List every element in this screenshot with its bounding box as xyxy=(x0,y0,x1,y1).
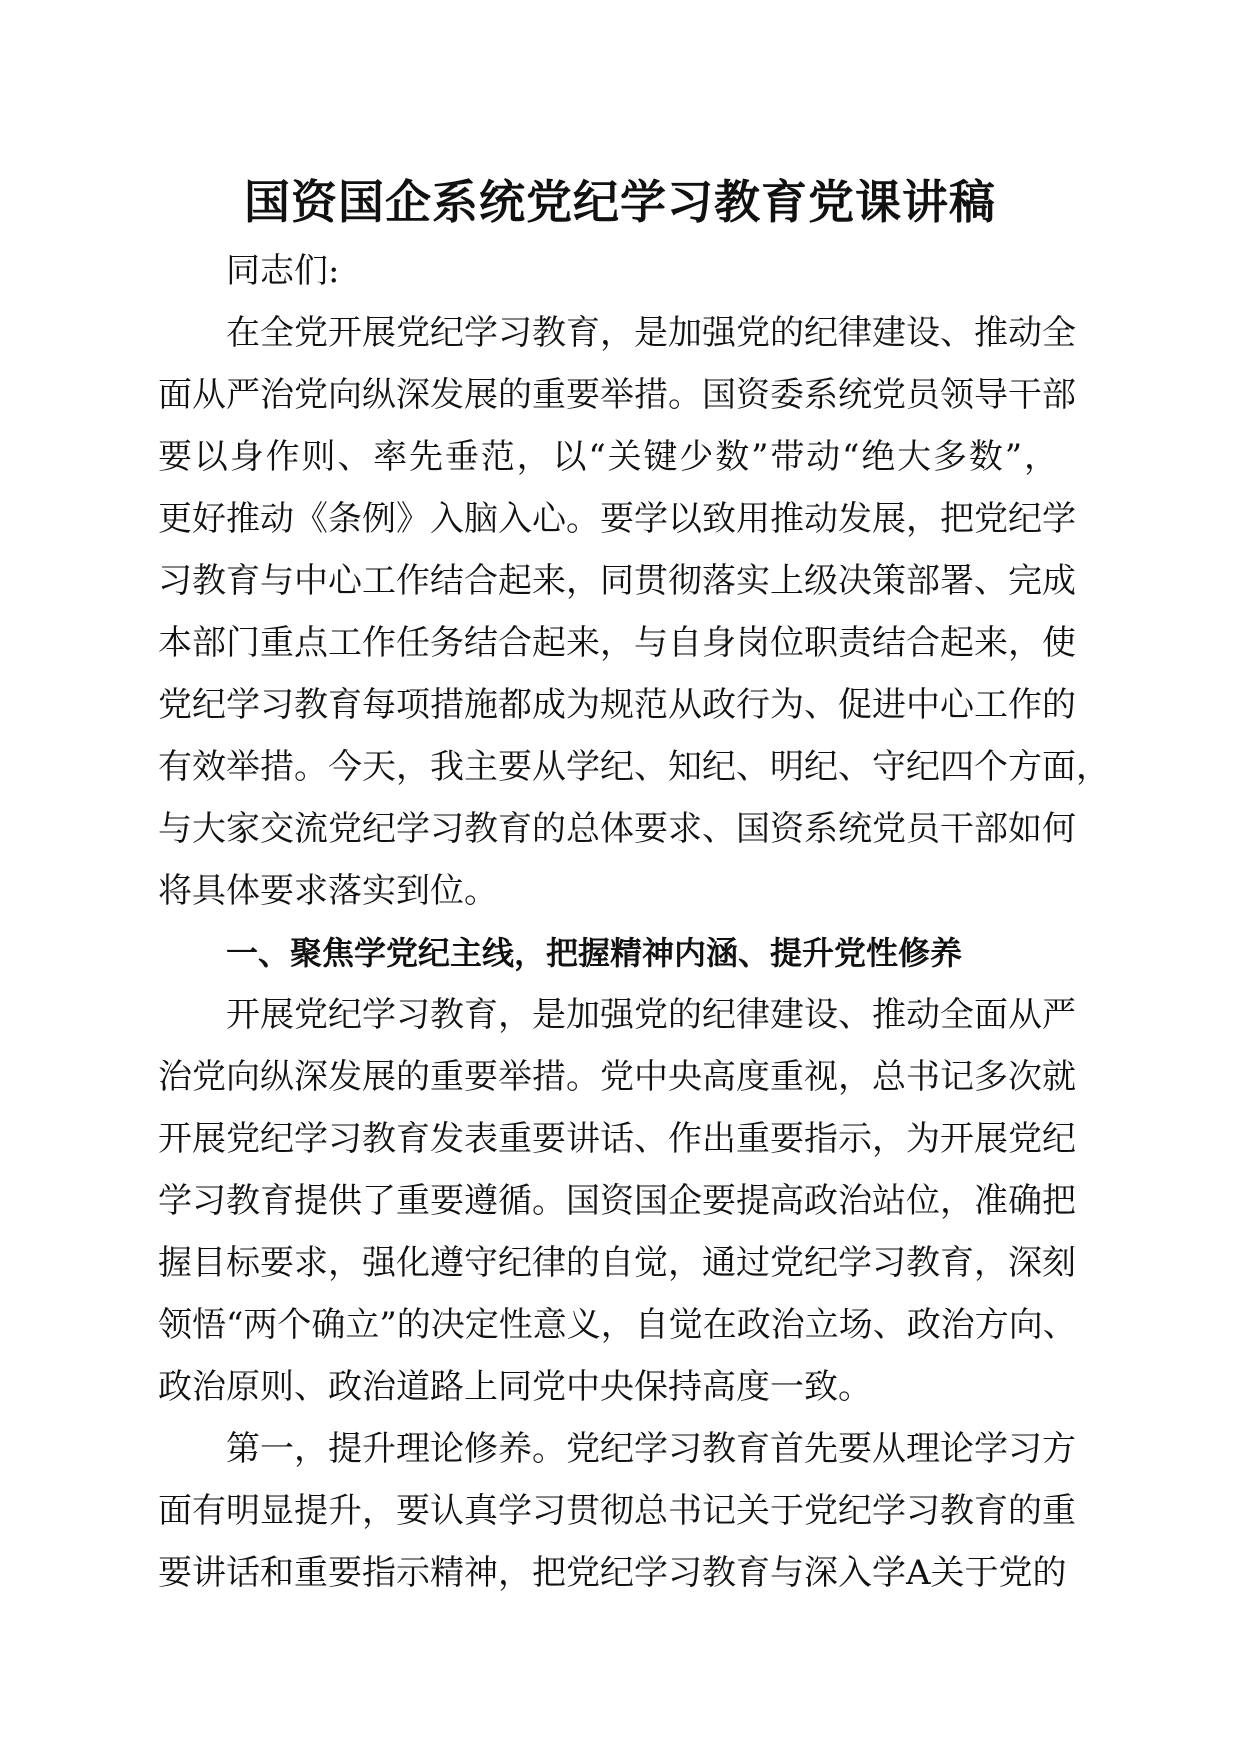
paragraph-line: 有效举措。今天，我主要从学纪、知纪、明纪、守纪四个方面， xyxy=(158,747,1110,787)
salutation: 同志们: xyxy=(226,251,340,291)
paragraph-line: 面有明显提升，要认真学习贯彻总书记关于党纪学习教育的重 xyxy=(158,1491,1076,1531)
paragraph-line: 要以身作则、率先垂范，以“关键少数”带动“绝大多数”， xyxy=(158,437,1058,477)
section-heading: 一、聚焦学党纪主线，把握精神内涵、提升党性修养 xyxy=(226,934,963,972)
paragraph-line: 面从严治党向纵深发展的重要举措。国资委系统党员领导干部 xyxy=(158,375,1076,415)
paragraph-line: 在全党开展党纪学习教育，是加强党的纪律建设、推动全 xyxy=(226,313,1076,353)
paragraph-line: 更好推动《条例》入脑入心。要学以致用推动发展，把党纪学 xyxy=(158,499,1076,539)
document-title: 国资国企系统党纪学习教育党课讲稿 xyxy=(244,175,996,229)
paragraph-line: 习教育与中心工作结合起来，同贯彻落实上级决策部署、完成 xyxy=(158,561,1076,601)
paragraph-line: 政治原则、政治道路上同党中央保持高度一致。 xyxy=(158,1367,872,1407)
paragraph-line: 开展党纪学习教育，是加强党的纪律建设、推动全面从严 xyxy=(226,995,1076,1035)
document-body xyxy=(158,240,1110,1604)
paragraph-line: 第一，提升理论修养。党纪学习教育首先要从理论学习方 xyxy=(226,1429,1076,1469)
paragraph-line: 要讲话和重要指示精神，把党纪学习教育与深入学A关于党的 xyxy=(158,1553,1067,1593)
paragraph-line: 领悟“两个确立”的决定性意义，自觉在政治立场、政治方向、 xyxy=(158,1305,1077,1345)
paragraph-line: 开展党纪学习教育发表重要讲话、作出重要指示，为开展党纪 xyxy=(158,1119,1076,1159)
paragraph-line: 治党向纵深发展的重要举措。党中央高度重视，总书记多次就 xyxy=(158,1057,1076,1097)
paragraph-line: 将具体要求落实到位。 xyxy=(158,871,498,911)
paragraph-line: 本部门重点工作任务结合起来，与自身岗位职责结合起来，使 xyxy=(158,623,1076,663)
paragraph-line: 党纪学习教育每项措施都成为规范从政行为、促进中心工作的 xyxy=(158,685,1076,725)
paragraph-line: 握目标要求，强化遵守纪律的自觉，通过党纪学习教育，深刻 xyxy=(158,1243,1076,1283)
paragraph-line: 学习教育提供了重要遵循。国资国企要提高政治站位，准确把 xyxy=(158,1181,1076,1221)
paragraph-line: 与大家交流党纪学习教育的总体要求、国资系统党员干部如何 xyxy=(158,809,1076,849)
